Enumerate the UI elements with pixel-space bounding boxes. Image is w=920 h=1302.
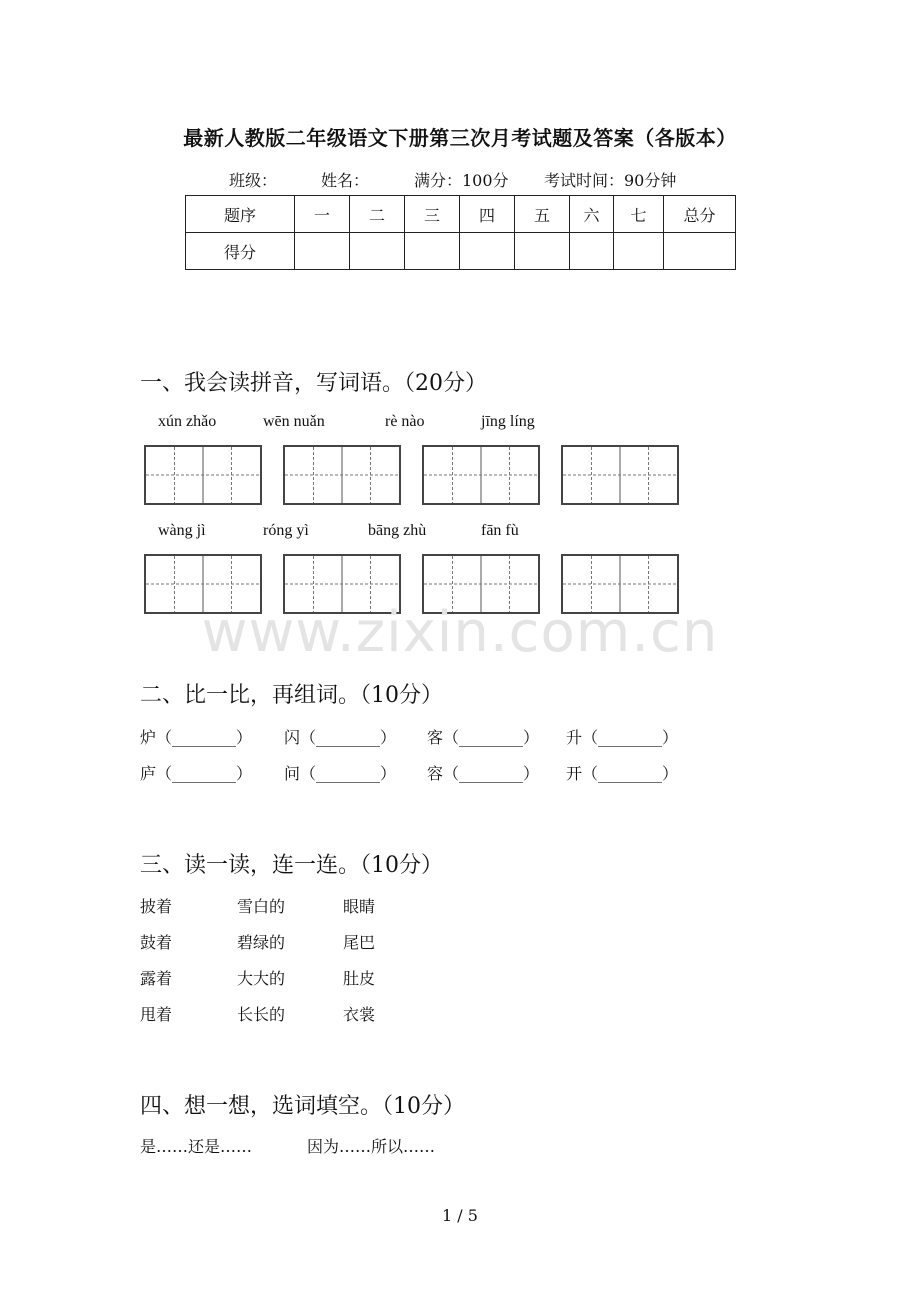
- score-input-cell[interactable]: [664, 233, 736, 270]
- pinyin-label: wēn nuǎn: [263, 413, 325, 430]
- name-field-label: 姓名：: [321, 171, 370, 190]
- score-table-cell: 六: [570, 196, 614, 233]
- pinyin-label: bāng zhù: [368, 522, 427, 539]
- pinyin-label: fān fù: [481, 522, 519, 539]
- watermark-text: www.zixin.com.cn: [201, 600, 719, 665]
- score-table-cell: 七: [614, 196, 664, 233]
- compare-word-item[interactable]: 炉（________）: [140, 728, 253, 747]
- score-table-header-row: [186, 196, 736, 233]
- compare-word-item[interactable]: 闪（________）: [284, 728, 397, 747]
- score-table-cell: 四: [460, 196, 515, 233]
- compare-word-item[interactable]: 开（________）: [566, 764, 679, 783]
- score-input-cell[interactable]: [350, 233, 405, 270]
- grid-lines: [146, 447, 260, 503]
- pinyin-label: jīng líng: [481, 413, 535, 430]
- compare-word-item[interactable]: 问（________）: [284, 764, 397, 783]
- writing-grid-box[interactable]: [144, 445, 262, 505]
- score-table-cell: 二: [350, 196, 405, 233]
- pinyin-label: róng yì: [263, 522, 309, 539]
- compare-word-item[interactable]: 庐（________）: [140, 764, 253, 783]
- pinyin-label: rè nào: [385, 413, 425, 430]
- match-adjective[interactable]: 长长的: [237, 1005, 286, 1024]
- match-noun[interactable]: 衣裳: [343, 1005, 376, 1024]
- match-adjective[interactable]: 雪白的: [237, 897, 286, 916]
- score-input-cell[interactable]: [295, 233, 350, 270]
- section-1-heading: 一、我会读拼音，写词语。（20分）: [140, 371, 487, 396]
- section-4-heading: 四、想一想，选词填空。（10分）: [140, 1094, 465, 1119]
- compare-word-item[interactable]: 容（________）: [427, 764, 540, 783]
- grid-lines: [285, 447, 399, 503]
- compare-word-item[interactable]: 客（________）: [427, 728, 540, 747]
- section-2-heading: 二、比一比，再组词。（10分）: [140, 683, 443, 708]
- word-option: 是……还是……: [140, 1137, 253, 1156]
- score-table-cell: 一: [295, 196, 350, 233]
- match-verb[interactable]: 披着: [140, 897, 173, 916]
- match-verb[interactable]: 鼓着: [140, 933, 173, 952]
- match-noun[interactable]: 眼睛: [343, 897, 376, 916]
- document-title: 最新人教版二年级语文下册第三次月考试题及答案（各版本）: [183, 126, 737, 150]
- score-table-cell: 三: [405, 196, 460, 233]
- class-field-label: 班级：: [229, 171, 278, 190]
- exam-time-label: 考试时间：90分钟: [544, 171, 677, 190]
- word-option: 因为……所以……: [307, 1137, 436, 1156]
- score-input-cell[interactable]: [614, 233, 664, 270]
- compare-word-item[interactable]: 升（________）: [566, 728, 679, 747]
- score-table-cell: 五: [515, 196, 570, 233]
- score-input-cell[interactable]: [570, 233, 614, 270]
- section-3-heading: 三、读一读，连一连。（10分）: [140, 853, 443, 878]
- score-input-cell[interactable]: [405, 233, 460, 270]
- match-adjective[interactable]: 碧绿的: [237, 933, 286, 952]
- score-table-cell: 总分: [664, 196, 736, 233]
- writing-grid-box[interactable]: [283, 445, 401, 505]
- pinyin-label: xún zhǎo: [158, 413, 217, 430]
- match-noun[interactable]: 尾巴: [343, 933, 376, 952]
- score-table: [185, 195, 736, 270]
- match-verb[interactable]: 甩着: [140, 1005, 173, 1024]
- score-table-row-label: 得分: [186, 233, 295, 270]
- match-adjective[interactable]: 大大的: [237, 969, 286, 988]
- pinyin-label: wàng jì: [158, 522, 206, 539]
- writing-grid-box[interactable]: [561, 445, 679, 505]
- writing-grid-box[interactable]: [422, 445, 540, 505]
- match-verb[interactable]: 露着: [140, 969, 173, 988]
- full-score-label: 满分：100分: [414, 171, 509, 190]
- match-noun[interactable]: 肚皮: [343, 969, 376, 988]
- page-number: 1 / 5: [442, 1206, 478, 1225]
- grid-lines: [563, 447, 677, 503]
- score-table-score-row: [186, 233, 736, 270]
- score-table-cell: 题序: [186, 196, 295, 233]
- score-input-cell[interactable]: [515, 233, 570, 270]
- grid-lines: [424, 447, 538, 503]
- score-input-cell[interactable]: [460, 233, 515, 270]
